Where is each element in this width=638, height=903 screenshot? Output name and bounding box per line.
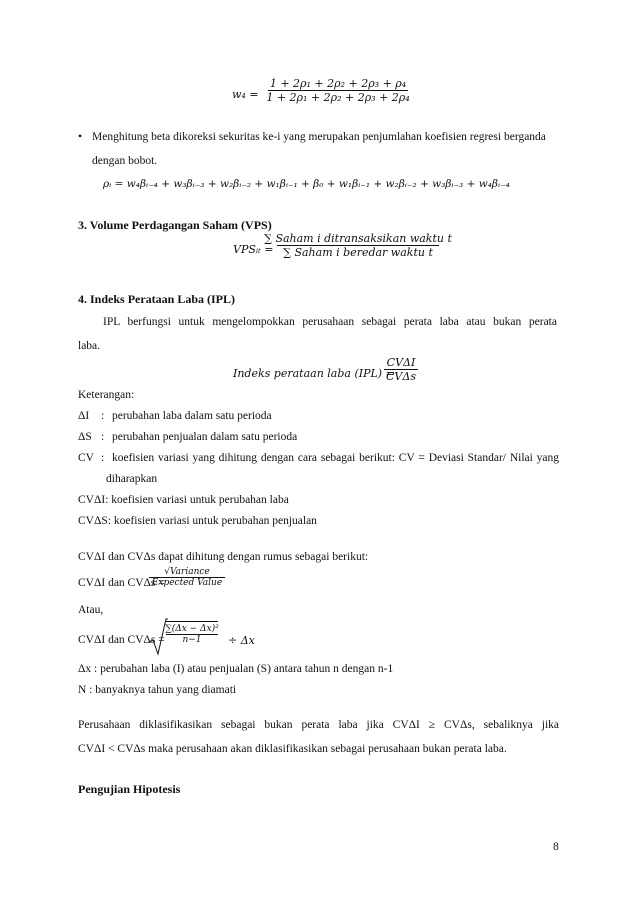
cv-continuation: diharapkan <box>106 473 158 485</box>
ipl-numerator: CVΔI <box>386 356 416 369</box>
formula2-fraction <box>166 621 218 645</box>
w4-denominator: 1 + 2ρ₁ + 2ρ₂ + 2ρ₃ + 2ρ₄ <box>266 91 410 104</box>
formula2-lhs: CVΔI dan CVΔs = <box>78 634 165 646</box>
vps-fraction <box>264 232 452 259</box>
w4-numerator: 1 + 2ρ₁ + 2ρ₂ + 2ρ₃ + ρ₄ <box>269 77 407 90</box>
formula2-tail: ÷ Δx <box>228 634 255 647</box>
formula1-lhs: CVΔI dan CVΔs = <box>78 577 165 589</box>
bullet-line2: dengan bobot. <box>92 155 158 167</box>
w4-fraction <box>268 77 408 104</box>
w4-lhs: w₄ = <box>232 88 259 101</box>
ipl-para-line1: IPL berfungsi untuk mengelompokkan perusahaan sebagai perata laba atau bukan perata <box>103 316 557 328</box>
rho-formula: ρᵢ = w₄βᵢ₋₄ + w₃βᵢ₋₃ + w₂βᵢ₋₂ + w₁βᵢ₋₁ + β₀ + w₁βᵢ₋₁ + w₂βᵢ₋₂ + w₃βᵢ₋₃ + w₄βᵢ₋₄ <box>103 178 510 190</box>
formula2-numerator: ∑(Δx − Δx)² <box>165 624 219 634</box>
term-desc: perubahan laba dalam satu perioda <box>112 410 272 422</box>
section3-heading: 3. Volume Perdagangan Saham (VPS) <box>78 218 272 232</box>
ipl-denominator: CVΔs <box>386 370 416 383</box>
vps-lhs: VPSᵢₜ = <box>233 243 274 256</box>
term-desc: koefisien variasi yang dihitung dengan cara sebagai berikut: CV = Deviasi Standar/ Nilai yang <box>112 452 559 464</box>
keterangan-title: Keterangan: <box>78 389 135 401</box>
vps-numerator: ∑ Saham i ditransaksikan waktu t <box>264 232 452 245</box>
note-delta-x: Δx : perubahan laba (I) atau penjualan (S) antara tahun n dengan n-1 <box>78 663 394 675</box>
formula-intro: CVΔI dan CVΔs dapat dihitung dengan rumus sebagai berikut: <box>78 551 369 563</box>
bullet-line1: Menghitung beta dikoreksi sekuritas ke-i yang merupakan penjumlahan koefisien regresi berganda <box>92 131 546 143</box>
ipl-lhs: Indeks perataan laba (IPL) = <box>233 367 395 380</box>
formula2-denominator: n−1 <box>182 635 202 645</box>
section4-heading: 4. Indeks Perataan Laba (IPL) <box>78 292 236 306</box>
pengujian-heading: Pengujian Hipotesis <box>78 782 181 796</box>
page-number: 8 <box>553 841 559 853</box>
vps-denominator: ∑ Saham i beredar waktu t <box>283 246 433 259</box>
ipl-para-line2: laba. <box>78 340 101 352</box>
term-cv: CV <box>78 452 94 464</box>
term-delta-i: ΔI <box>78 410 90 422</box>
closing-line1: Perusahaan diklasifikasikan sebagai bukan perata laba jika CVΔI ≥ CVΔs, sebaliknya jika <box>78 719 559 731</box>
closing-line2: CVΔI < CVΔs maka perusahaan akan diklasifikasikan sebagai perusahaan bukan perata laba. <box>78 743 507 755</box>
term-sep: : <box>101 410 105 422</box>
formula1-numerator: √Variance <box>164 567 210 577</box>
term-desc: perubahan penjualan dalam satu perioda <box>112 431 298 443</box>
term-delta-s: ΔS <box>78 431 92 443</box>
ipl-fraction <box>384 356 418 383</box>
bullet-marker: • <box>78 131 83 143</box>
term-sep: : <box>101 431 105 443</box>
cv-delta-i-def: CVΔI: koefisien variasi untuk perubahan laba <box>78 494 289 506</box>
term-sep: : <box>101 452 105 464</box>
formula1-denominator: Expected Value <box>151 578 223 588</box>
formula1-fraction <box>149 567 225 588</box>
cv-delta-s-def: CVΔS: koefisien variasi untuk perubahan penjualan <box>78 515 317 527</box>
atau-label: Atau, <box>78 604 104 616</box>
note-n: N : banyaknya tahun yang diamati <box>78 684 237 696</box>
